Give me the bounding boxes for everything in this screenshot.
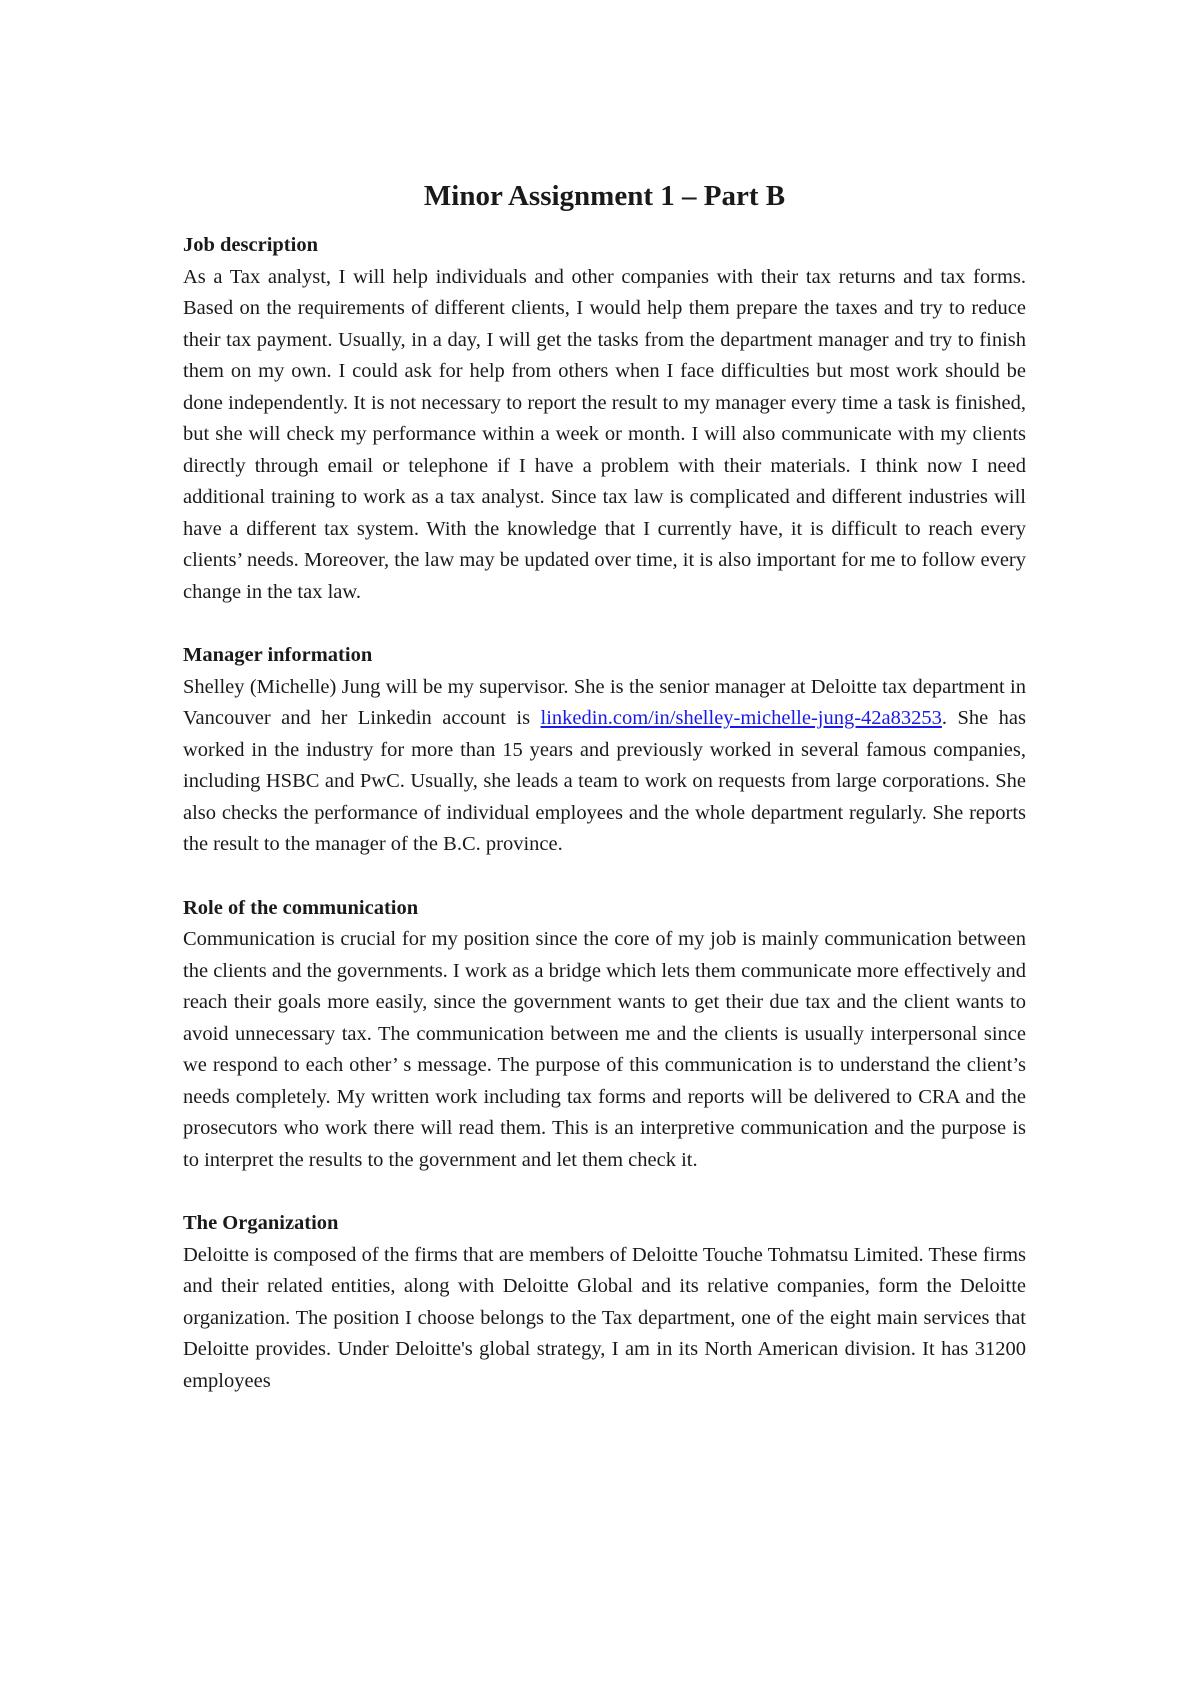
section-heading: Manager information bbox=[183, 644, 373, 666]
section-heading: Role of the communication bbox=[183, 896, 419, 919]
section-paragraph: As a Tax analyst, I will help individuals and other companies with their tax returns and tax forms. Based on the requirements of different clients, I would help them prepare the taxes and try to reduce their tax payment. Usually, in a day, I will get the tasks from the department manager and try to finish them on my own. I could ask for help from others when I face difficulties but most work should be done independently. It is not necessary to report the result to my manager every time a task is finished, but she will check my performance within a week or month. I will also communicate with my clients directly through email or telephone if I have a problem with their materials. I think now I need additional training to work as a tax analyst. Since tax law is complicated and different industries will have a different tax system. With the knowledge that I currently have, it is difficult to reach every clients’ needs. Moreover, the law may be updated over time, it is also important for me to follow every change in the tax law. bbox=[183, 265, 1026, 603]
section-the-organization bbox=[183, 1208, 1026, 1397]
document-title: Minor Assignment 1 – Part B bbox=[423, 180, 786, 212]
paragraph-text: . She has worked in the industry for more than 15 years and previously worked in several famous companies, including HSBC and PwC. Usually, she leads a team to work on requests from large corporations. She also checks the performance of individual employees and the whole department regularly. She reports the result to the manager of the B.C. province. bbox=[183, 707, 1026, 855]
paragraph-text: Shelley (Michelle) Jung will be my supervisor. She is the senior manager at Deloitte tax department in Vancouver and her Linkedin account is bbox=[183, 675, 1026, 729]
document-page bbox=[183, 178, 1026, 1429]
section-heading: Job description bbox=[183, 234, 318, 256]
section-paragraph bbox=[183, 672, 1026, 861]
section-heading: The Organization bbox=[183, 1212, 339, 1234]
section-paragraph: Communication is crucial for my position since the core of my job is mainly communication between the clients and the governments. I work as a bridge which lets them communicate more effectively and reach their goals more easily, since the government wants to get their due tax and the client wants to avoid unnecessary tax. The communication between me and the clients is usually interpersonal since we respond to each other’ s message. The purpose of this communication is to understand the client’s needs completely. My written work including tax forms and reports will be delivered to CRA and the prosecutors who work there will read them. This is an interpretive communication and the purpose is to interpret the results to the government and let them check it. bbox=[183, 928, 1026, 1171]
section-role-of-communication bbox=[183, 893, 1026, 1177]
section-manager-information bbox=[183, 640, 1026, 861]
section-job-description bbox=[183, 230, 1026, 608]
section-paragraph: Deloitte is composed of the firms that are members of Deloitte Touche Tohmatsu Limited. These firms and their related entities, along with Deloitte Global and its relative companies, form the Deloitte organization. The position I choose belongs to the Tax department, one of the eight main services that Deloitte provides. Under Deloitte's global strategy, I am in its North American division. It has 31200 employees bbox=[183, 1243, 1026, 1392]
linkedin-link[interactable]: linkedin.com/in/shelley-michelle-jung-42a83253 bbox=[540, 707, 942, 729]
